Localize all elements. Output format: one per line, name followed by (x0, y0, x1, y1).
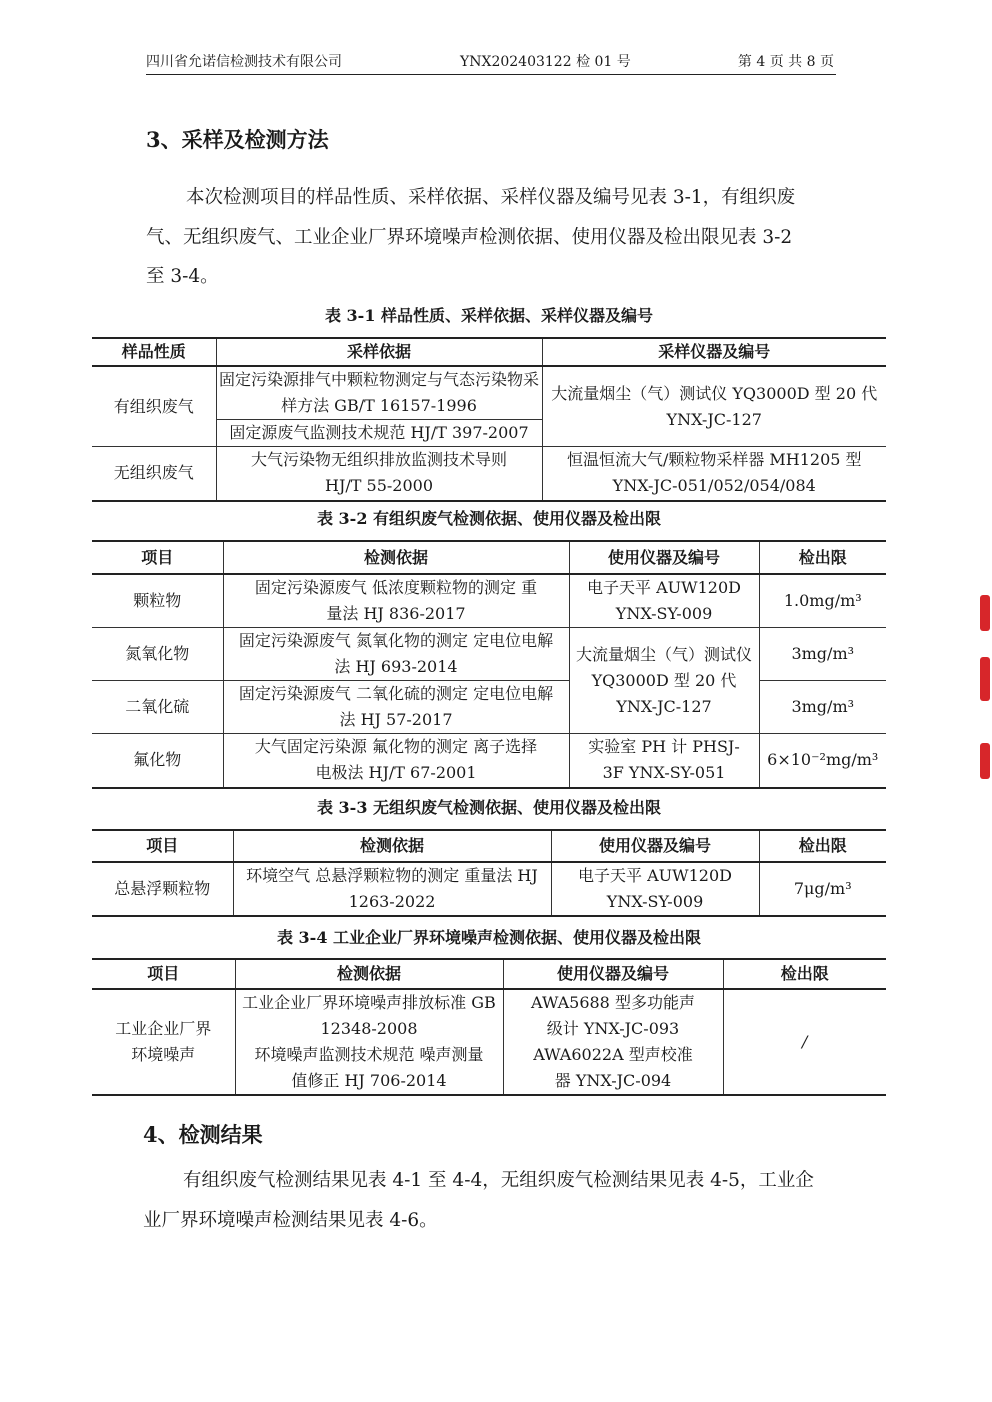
basis-cell: 大气固定污染源 氟化物的测定 离子选择电极法 HJ/T 67-2001 (223, 734, 569, 788)
column-header: 采样仪器及编号 (542, 338, 886, 366)
column-header: 检出限 (759, 541, 886, 574)
column-header: 检测依据 (235, 959, 503, 989)
intro-line: 气、无组织废气、工业企业厂界环境噪声检测依据、使用仪器及检出限见表 3-2 (146, 226, 793, 248)
table-3-1-caption: 表 3-1 样品性质、采样依据、采样仪器及编号 (324, 306, 654, 325)
seal-edge-marks (972, 595, 992, 795)
table-3-3 (92, 829, 886, 917)
header-report-number: YNX202403122 检 01 号 (460, 54, 631, 70)
table-row (92, 989, 886, 1095)
section-4-title: 4、检测结果 (143, 1122, 263, 1147)
detection-limit-cell: 1.0mg/m³ (759, 574, 886, 628)
instrument-cell: 电子天平 AUW120D YNX-SY-009 (551, 862, 759, 916)
table-row (92, 681, 886, 734)
basis-cell: 固定污染源废气 低浓度颗粒物的测定 重量法 HJ 836-2017 (223, 574, 569, 628)
instrument-line: AWA6022A 型声校准器 YNX-JC-094 (533, 1045, 693, 1090)
basis-line: 环境噪声监测技术规范 噪声测量值修正 HJ 706-2014 (254, 1045, 484, 1090)
table-row (92, 862, 886, 916)
sampling-basis-cell: 大气污染物无组织排放监测技术导则 HJ/T 55-2000 (216, 447, 542, 501)
table-3-2 (92, 540, 886, 789)
table-header-row (92, 959, 886, 989)
column-header: 检测依据 (233, 830, 551, 862)
column-header: 项目 (92, 541, 223, 574)
instrument-cell: 大流量烟尘（气）测试仪 YQ3000D 型 20 代 YNX-JC-127 (569, 628, 759, 734)
basis-cell (235, 989, 503, 1095)
table-3-3-caption: 表 3-3 无组织废气检测依据、使用仪器及检出限 (316, 798, 662, 817)
instrument-cell: 实验室 PH 计 PHSJ-3F YNX-SY-051 (569, 734, 759, 788)
column-header: 样品性质 (92, 338, 216, 366)
column-header: 使用仪器及编号 (503, 959, 723, 989)
sampling-basis-cell: 固定污染源排气中颗粒物测定与气态污染物采样方法 GB/T 16157-1996 (216, 366, 542, 420)
seal-fragment (980, 657, 990, 701)
column-header: 项目 (92, 830, 233, 862)
header-page-info: 第 4 页 共 8 页 (737, 54, 834, 70)
column-header: 检出限 (723, 959, 886, 989)
basis-cell: 固定污染源废气 氮氧化物的测定 定电位电解法 HJ 693-2014 (223, 628, 569, 681)
table-row (92, 447, 886, 501)
basis-line: 工业企业厂界环境噪声排放标准 GB 12348-2008 (242, 993, 496, 1038)
sampling-instrument-cell: 大流量烟尘（气）测试仪 YQ3000D 型 20 代 YNX-JC-127 (542, 366, 886, 447)
detection-limit-cell: 3mg/m³ (759, 628, 886, 681)
table-header-row (92, 830, 886, 862)
table-3-4-caption: 表 3-4 工业企业厂界环境噪声检测依据、使用仪器及检出限 (276, 928, 702, 947)
table-header-row (92, 541, 886, 574)
item-cell: 工业企业厂界环境噪声 (92, 989, 235, 1095)
intro-line: 至 3-4。 (146, 266, 219, 287)
table-row (92, 574, 886, 628)
detection-limit-cell: 3mg/m³ (759, 681, 886, 734)
header-company: 四川省允诺信检测技术有限公司 (146, 54, 342, 70)
intro-line: 本次检测项目的样品性质、采样依据、采样仪器及编号见表 3-1，有组织废 (186, 187, 796, 208)
table-row (92, 366, 886, 420)
sampling-basis-cell: 固定源废气监测技术规范 HJ/T 397-2007 (216, 420, 542, 447)
table-3-2-caption: 表 3-2 有组织废气检测依据、使用仪器及检出限 (316, 509, 662, 528)
item-cell: 氮氧化物 (92, 628, 223, 681)
table-3-4 (92, 958, 886, 1096)
column-header: 项目 (92, 959, 235, 989)
instrument-cell (503, 989, 723, 1095)
sample-nature-cell: 有组织废气 (92, 366, 216, 447)
detection-limit-cell: 7μg/m³ (759, 862, 886, 916)
instrument-line: AWA5688 型多功能声级计 YNX-JC-093 (531, 993, 695, 1038)
item-cell: 颗粒物 (92, 574, 223, 628)
section-3-title: 3、采样及检测方法 (146, 127, 329, 152)
instrument-cell: 电子天平 AUW120D YNX-SY-009 (569, 574, 759, 628)
intro-line: 业厂界环境噪声检测结果见表 4-6。 (143, 1209, 438, 1231)
seal-fragment (980, 743, 990, 779)
table-row (92, 734, 886, 788)
table-header-row (92, 338, 886, 366)
header-rule (146, 74, 836, 75)
section-3-intro (146, 178, 838, 297)
table-row (92, 628, 886, 681)
basis-cell: 环境空气 总悬浮颗粒物的测定 重量法 HJ 1263-2022 (233, 862, 551, 916)
intro-line: 有组织废气检测结果见表 4-1 至 4-4，无组织废气检测结果见表 4-5，工业企 (183, 1170, 814, 1191)
sampling-instrument-cell: 恒温恒流大气/颗粒物采样器 MH1205 型 YNX-JC-051/052/054/084 (542, 447, 886, 501)
seal-fragment (980, 595, 990, 631)
item-cell: 二氧化硫 (92, 681, 223, 734)
section-4-intro (143, 1161, 835, 1240)
column-header: 使用仪器及编号 (569, 541, 759, 574)
item-cell: 氟化物 (92, 734, 223, 788)
detection-limit-cell: / (723, 989, 886, 1095)
column-header: 检测依据 (223, 541, 569, 574)
column-header: 检出限 (759, 830, 886, 862)
sample-nature-cell: 无组织废气 (92, 447, 216, 501)
column-header: 使用仪器及编号 (551, 830, 759, 862)
basis-cell: 固定污染源废气 二氧化硫的测定 定电位电解法 HJ 57-2017 (223, 681, 569, 734)
table-3-1 (92, 337, 886, 502)
column-header: 采样依据 (216, 338, 542, 366)
detection-limit-cell: 6×10⁻²mg/m³ (759, 734, 886, 788)
item-cell: 总悬浮颗粒物 (92, 862, 233, 916)
